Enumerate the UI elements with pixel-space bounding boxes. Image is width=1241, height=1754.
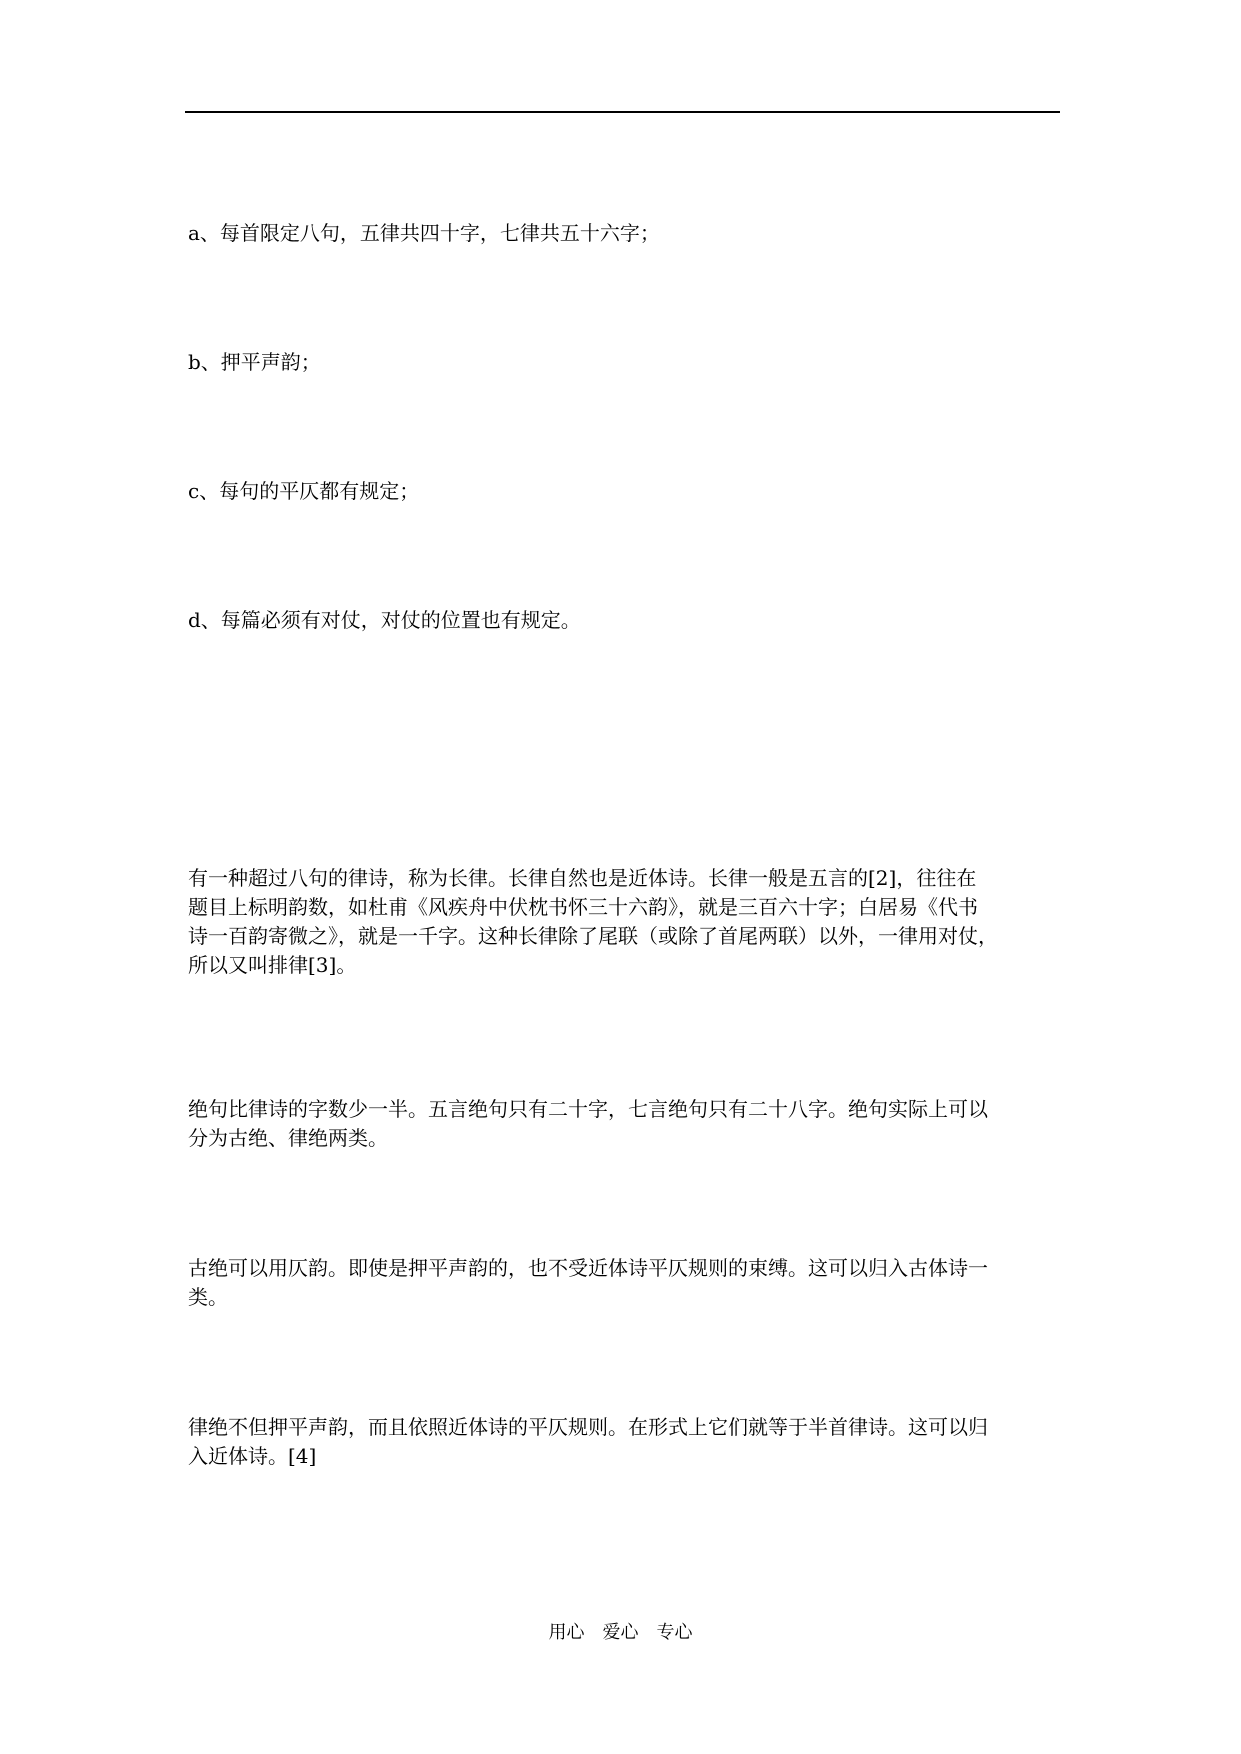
page-footer: 用心 爱心 专心 [548, 1622, 693, 1643]
paragraph-jueju [188, 1095, 1058, 1153]
paragraph-changlv [188, 864, 1058, 980]
paragraph-lvjue [188, 1413, 1058, 1471]
paragraph-line: 律绝不但押平声韵，而且依照近体诗的平仄规则。在形式上它们就等于半首律诗。这可以归 [188, 1415, 988, 1439]
paragraph-line: 有一种超过八句的律诗，称为长律。长律自然也是近体诗。长律一般是五言的[2]，往往在 [188, 866, 977, 890]
paragraph-line: 所以又叫排律[3]。 [188, 953, 357, 977]
list-item-d: d、每篇必须有对仗，对仗的位置也有规定。 [188, 608, 581, 632]
paragraph-line: 绝句比律诗的字数少一半。五言绝句只有二十字，七言绝句只有二十八字。绝句实际上可以 [188, 1097, 988, 1121]
list-item-b: b、押平声韵； [188, 350, 321, 374]
header-rule [185, 111, 1060, 113]
paragraph-line: 分为古绝、律绝两类。 [188, 1126, 388, 1150]
paragraph-line: 古绝可以用仄韵。即使是押平声韵的，也不受近体诗平仄规则的束缚。这可以归入古体诗一 [188, 1256, 988, 1280]
paragraph-gujue [188, 1254, 1058, 1312]
paragraph-line: 题目上标明韵数，如杜甫《风疾舟中伏枕书怀三十六韵》，就是三百六十字；白居易《代书 [188, 895, 978, 919]
list-item-c: c、每句的平仄都有规定； [188, 479, 420, 503]
paragraph-line: 诗一百韵寄微之》，就是一千字。这种长律除了尾联（或除了首尾两联）以外，一律用对仗， [188, 924, 998, 948]
list-item-a: a、每首限定八句，五律共四十字，七律共五十六字； [188, 221, 660, 245]
paragraph-line: 入近体诗。[4] [188, 1444, 317, 1468]
paragraph-line: 类。 [188, 1285, 228, 1309]
